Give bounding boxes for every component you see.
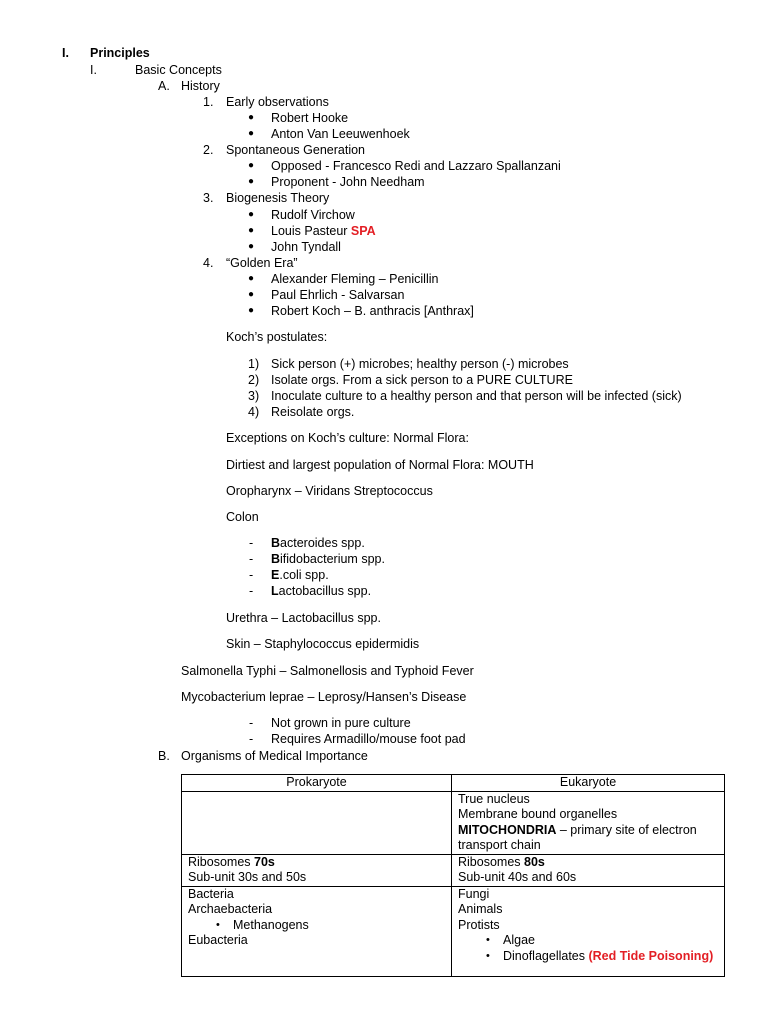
cell-line: Sub-unit 40s and 60s: [458, 870, 577, 884]
colon-item-initial: L: [271, 584, 279, 598]
organisms-title: Organisms of Medical Importance: [181, 749, 368, 763]
step-text: Inoculate culture to a healthy person and that person will be infected (sick): [271, 389, 682, 403]
cell-line: True nucleus: [458, 791, 530, 806]
cell-line: [458, 823, 718, 854]
colon-item: [271, 567, 329, 583]
ribosome-size: 80s: [524, 854, 545, 869]
colon-item: [271, 583, 371, 599]
item-title: Early observations: [226, 95, 329, 109]
list-item: Robert Koch – B. anthracis [Anthrax]: [271, 304, 474, 318]
mitochondria-desc: – primary site of electron transport chain: [458, 822, 697, 852]
table-cell: [452, 854, 725, 886]
spa-highlight: SPA: [350, 224, 376, 238]
cell-bullet-text: Algae: [503, 933, 535, 947]
cell-line: [458, 855, 718, 871]
table-header: Eukaryote: [452, 775, 725, 792]
dash-icon: -: [249, 584, 254, 598]
cell-line: Membrane bound organelles: [458, 807, 618, 821]
organisms-table: [181, 774, 725, 977]
table-cell: [452, 791, 725, 854]
bullet-icon: ●: [248, 176, 255, 187]
cell-bullet: [188, 918, 445, 934]
table-header: Prokaryote: [182, 775, 452, 792]
bullet-icon: ●: [248, 305, 255, 316]
table-row: [182, 791, 725, 854]
list-item: Anton Van Leeuwenhoek: [271, 127, 410, 141]
step-number: 3): [248, 389, 260, 403]
list-item: Proponent - John Needham: [271, 175, 425, 189]
ribosome-prefix: Ribosomes: [188, 854, 254, 869]
koch-title: Koch’s postulates:: [226, 330, 328, 344]
dirtiest-note: Dirtiest and largest population of Normal Flora: MOUTH: [226, 458, 534, 472]
table-header-row: [182, 775, 725, 792]
bullet-icon: ●: [248, 209, 255, 220]
item-title: “Golden Era”: [226, 256, 298, 270]
cell-bullet-text: Methanogens: [233, 917, 309, 932]
colon-item-initial: B: [271, 552, 281, 566]
list-item-text: Louis Pasteur: [271, 224, 351, 238]
cell-line: Animals: [458, 902, 503, 916]
oropharynx-note: Oropharynx – Viridans Streptococcus: [226, 484, 433, 498]
cell-line: Bacteria: [188, 886, 234, 901]
cell-line: Sub-unit 30s and 50s: [188, 870, 307, 884]
red-tide-highlight: (Red Tide Poisoning): [588, 948, 714, 963]
cell-bullet: [458, 949, 718, 965]
colon-item-rest: .coli spp.: [279, 568, 329, 582]
heading-title: Principles: [90, 46, 150, 60]
colon-note: Colon: [226, 510, 259, 524]
mitochondria-label: MITOCHONDRIA: [458, 822, 557, 837]
bullet-icon: ●: [248, 160, 255, 171]
cell-bullet: [458, 933, 718, 949]
cell-bullet-text: Dinoflagellates: [503, 948, 589, 963]
list-item: Alexander Fleming – Penicillin: [271, 272, 439, 286]
bullet-icon: ●: [248, 289, 255, 300]
cell-line: Protists: [458, 917, 500, 932]
list-item: John Tyndall: [271, 240, 341, 254]
dash-icon: -: [249, 732, 254, 746]
bullet-icon: ●: [248, 241, 255, 252]
table-cell: [452, 886, 725, 976]
list-item: Paul Ehrlich - Salvarsan: [271, 288, 405, 302]
item-title: Spontaneous Generation: [226, 143, 365, 157]
cell-line: Fungi: [458, 886, 490, 901]
skin-note: Skin – Staphylococcus epidermidis: [226, 637, 420, 651]
step-text: Reisolate orgs.: [271, 405, 355, 419]
colon-item: [271, 535, 365, 551]
ribosome-size: 70s: [254, 854, 275, 869]
history-letter: A.: [158, 79, 170, 93]
list-item: [271, 223, 376, 239]
dash-icon: -: [249, 716, 254, 730]
subsection-title: Basic Concepts: [135, 63, 222, 77]
colon-item-initial: B: [271, 536, 281, 550]
item-title: Biogenesis Theory: [226, 191, 330, 205]
leprae-item: Not grown in pure culture: [271, 716, 411, 730]
bullet-icon: ●: [248, 273, 255, 284]
colon-item-initial: E: [271, 568, 280, 582]
exceptions-note: Exceptions on Koch’s culture: Normal Flora:: [226, 431, 469, 445]
step-text: Isolate orgs. From a sick person to a PURE CULTURE: [271, 373, 573, 387]
history-title: History: [181, 79, 220, 93]
leprae-note: Mycobacterium leprae – Leprosy/Hansen’s Disease: [181, 690, 467, 704]
colon-item-rest: actobacillus spp.: [278, 584, 372, 598]
organisms-letter: B.: [158, 749, 170, 763]
item-number: 4.: [203, 256, 214, 270]
table-cell: [182, 886, 452, 976]
step-text: Sick person (+) microbes; healthy person (-) microbes: [271, 357, 569, 371]
dash-icon: -: [249, 552, 254, 566]
cell-line: Archaebacteria: [188, 902, 273, 916]
list-item: Robert Hooke: [271, 111, 349, 125]
subsection-numeral: I.: [90, 63, 97, 77]
step-number: 1): [248, 357, 260, 371]
bullet-icon: ●: [248, 128, 255, 139]
leprae-item: Requires Armadillo/mouse foot pad: [271, 732, 466, 746]
table-row: [182, 886, 725, 976]
table-cell: [182, 854, 452, 886]
table-cell: [182, 791, 452, 854]
cell-line: Eubacteria: [188, 933, 248, 947]
item-number: 2.: [203, 143, 214, 157]
step-number: 2): [248, 373, 260, 387]
step-number: 4): [248, 405, 260, 419]
bullet-icon: ●: [248, 225, 255, 236]
dash-icon: -: [249, 568, 254, 582]
salmonella-note: Salmonella Typhi – Salmonellosis and Typhoid Fever: [181, 664, 474, 678]
item-number: 1.: [203, 95, 214, 109]
urethra-note: Urethra – Lactobacillus spp.: [226, 611, 381, 625]
ribosome-prefix: Ribosomes: [458, 854, 524, 869]
colon-item-rest: ifidobacterium spp.: [280, 552, 385, 566]
dash-icon: -: [249, 536, 254, 550]
bullet-icon: ●: [248, 112, 255, 123]
cell-line: [188, 855, 445, 871]
heading-numeral: I.: [62, 46, 69, 60]
table-row: [182, 854, 725, 886]
list-item: Rudolf Virchow: [271, 208, 355, 222]
item-number: 3.: [203, 191, 214, 205]
list-item: Opposed - Francesco Redi and Lazzaro Spallanzani: [271, 159, 561, 173]
colon-item: [271, 551, 385, 567]
colon-item-rest: acteroides spp.: [280, 536, 365, 550]
